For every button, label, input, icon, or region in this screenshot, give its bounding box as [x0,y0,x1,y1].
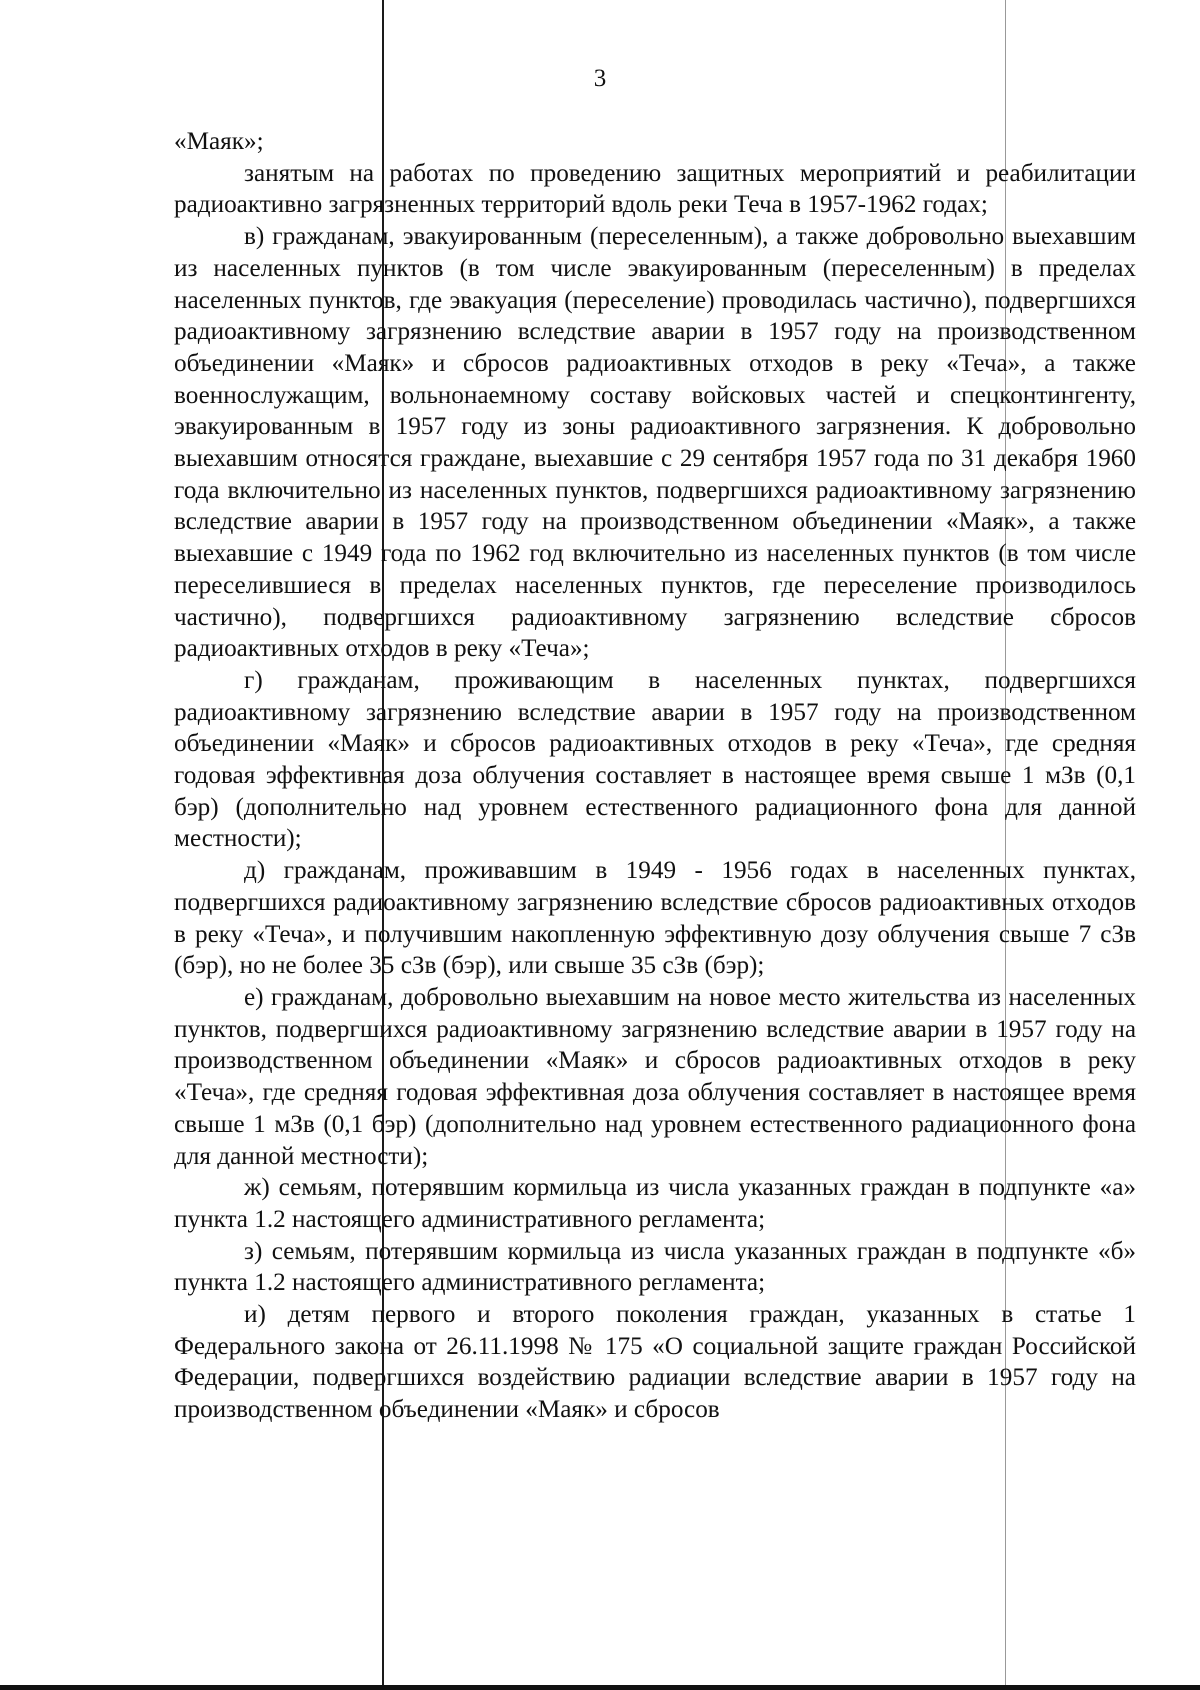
paragraph-d-1949-1956: д) гражданам, проживавшим в 1949 - 1956 годах в населенных пунктах, подвергшихся радиоактивному загрязнению вследствие сбросов радиоактивных отходов в реку «Теча», и получившим накопленную эффективную дозу облучения свыше 7 сЗв (бэр), но не более 35 сЗв (бэр), или свыше 35 сЗв (бэр); [174,857,1136,980]
paragraph-zh-families-a: ж) семьям, потерявшим кормильца из числа указанных граждан в подпункте «а» пункта 1.2 настоящего административного регламента; [174,1174,1136,1233]
document-body [174,126,1136,1426]
paragraph-techa-rehabilitation: занятым на работах по проведению защитных мероприятий и реабилитации радиоактивно загрязненных территорий вдоль реки Теча в 1957-1962 годах; [174,159,1136,219]
scan-bottom-edge [0,1685,1200,1690]
paragraph-i-children: и) детям первого и второго поколения граждан, указанных в статье 1 Федерального закона от 26.11.1998 № 175 «О социальной защите граждан Российской Федерации, подвергшихся воздействию радиации вследствие аварии в 1957 году на производственном объединении «Маяк» и сбросов [174,1301,1136,1424]
paragraph-v-evacuated: в) гражданам, эвакуированным (переселенным), а также добровольно выехавшим из населенных пунктов (в том числе эвакуированным (переселенным) в пределах населенных пунктов, где эвакуация (переселение) проводилась частично), подвергшихся радиоактивному загрязнению вследствие аварии в 1957 году на производственном объединении «Маяк» и сбросов радиоактивных отходов в реку «Теча», а также военнослужащим, вольнонаемному составу войсковых частей и спецконтингенту, эвакуированным в 1957 году из зоны радиоактивного загрязнения. К добровольно выехавшим относятся граждане, выехавшие с 29 сентября 1957 года по 31 декабря 1960 года включительно из населенных пунктов, подвергшихся радиоактивному загрязнению вследствие аварии в 1957 году на производственном объединении «Маяк», а также выехавшие с 1949 года по 1962 год включительно из населенных пунктов (в том числе переселившиеся в пределах населенных пунктов, где переселение производилось частично), подвергшихся радиоактивному загрязнению вследствие сбросов радиоактивных отходов в реку «Теча»; [174,223,1136,663]
paragraph-g-residents: г) гражданам, проживающим в населенных пунктах, подвергшихся радиоактивному загрязнению вследствие аварии в 1957 году на производственном объединении «Маяк» и сбросов радиоактивных отходов в реку «Теча», где средняя годовая эффективная доза облучения составляет в настоящее время свыше 1 мЗв (0,1 бэр) (дополнительно над уровнем естественного радиационного фона для данной местности); [174,666,1136,853]
page-number: 3 [593,65,607,92]
paragraph-e-voluntary-relocation: е) гражданам, добровольно выехавшим на новое место жительства из населенных пунктов, подвергшихся радиоактивному загрязнению вследствие аварии в 1957 году на производственном объединении «Маяк» и сбросов радиоактивных отходов в реку «Теча», где средняя годовая эффективная доза облучения составляет в настоящее время свыше 1 мЗв (0,1 бэр) (дополнительно над уровнем естественного радиационного фона для данной местности); [174,983,1136,1170]
paragraph-continuation: «Маяк»; [174,128,264,155]
paragraph-z-families-b: з) семьям, потерявшим кормильца из числа указанных граждан в подпункте «б» пункта 1.2 настоящего административного регламента; [174,1237,1136,1297]
